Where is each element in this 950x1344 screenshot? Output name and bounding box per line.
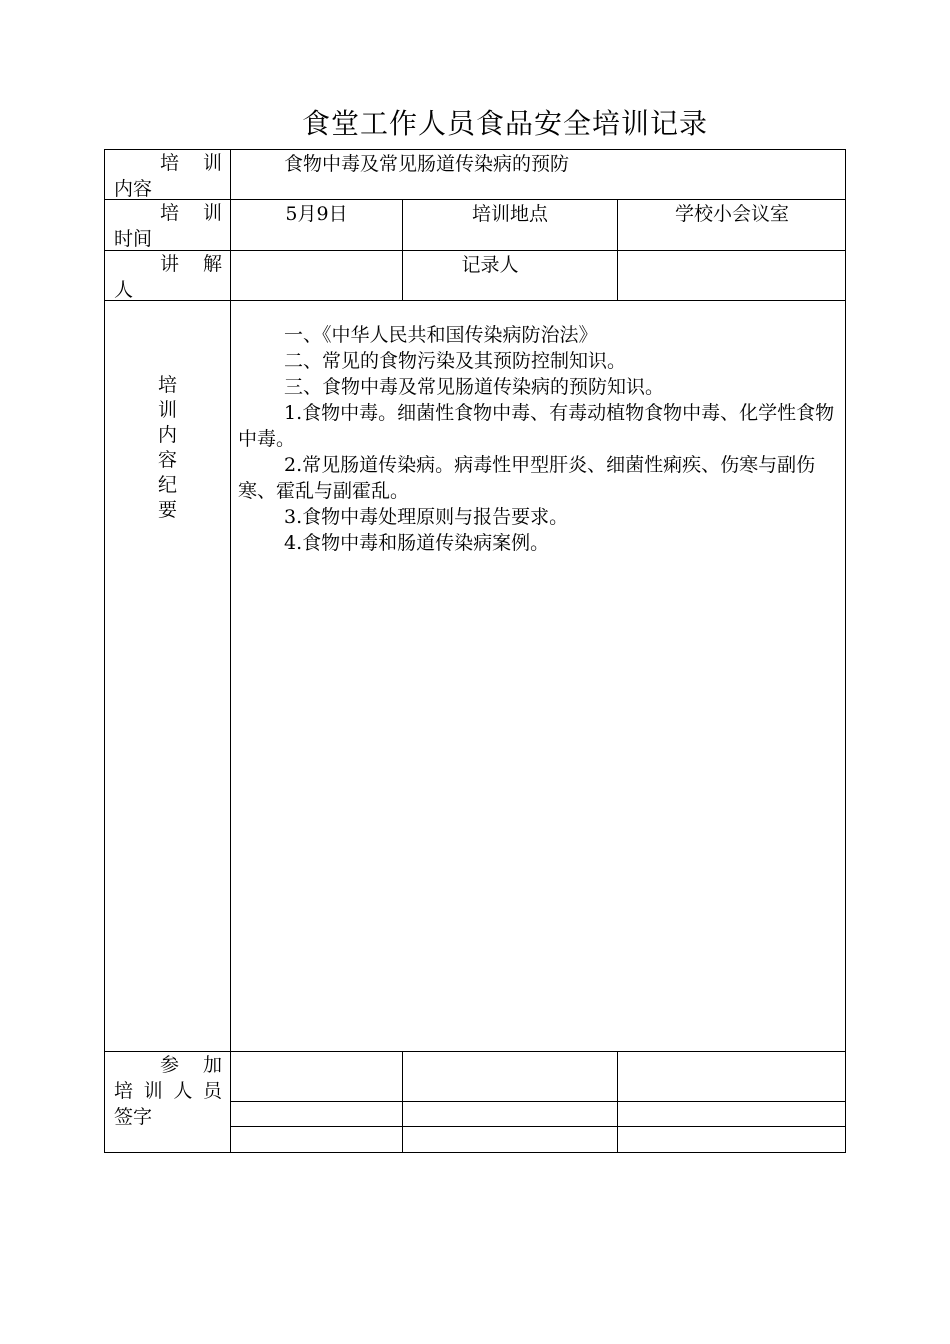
summary-line: 三、食物中毒及常见肠道传染病的预防知识。 <box>284 376 665 398</box>
content-value: 食物中毒及常见肠道传染病的预防 <box>284 153 570 175</box>
time-value: 5月9日 <box>285 203 348 225</box>
summary-line: 1.食物中毒。细菌性食物中毒、有毒动植物食物中毒、化学性食物中毒。 <box>238 402 835 450</box>
location-label: 培训地点 <box>471 203 548 225</box>
recorder-label: 记录人 <box>461 254 519 276</box>
summary-label: 培 训 内 容 纪 要 <box>157 374 177 521</box>
page-title: 食堂工作人员食品安全培训记录 <box>301 107 708 140</box>
summary-content <box>238 322 838 556</box>
content-label: 培 训 内容 <box>114 152 222 200</box>
signature-cell[interactable] <box>231 1052 402 1101</box>
signature-cell[interactable] <box>618 1052 845 1101</box>
time-label: 培 训 时间 <box>114 202 222 250</box>
summary-line: 一、《中华人民共和国传染病防治法》 <box>284 324 598 346</box>
summary-line: 2.常见肠道传染病。病毒性甲型肝炎、细菌性痢疾、伤寒与副伤寒、霍乱与副霍乱。 <box>238 454 816 502</box>
summary-line: 4.食物中毒和肠道传染病案例。 <box>284 532 550 554</box>
summary-line: 3.食物中毒处理原则与报告要求。 <box>284 506 569 528</box>
signatures-label: 参 加 培训人员 签字 <box>114 1054 222 1128</box>
summary-line: 二、常见的食物污染及其预防控制知识。 <box>284 350 627 372</box>
lecturer-label: 讲 解 人 <box>114 253 222 301</box>
signature-cell[interactable] <box>403 1052 617 1101</box>
location-value: 学校小会议室 <box>674 203 789 225</box>
